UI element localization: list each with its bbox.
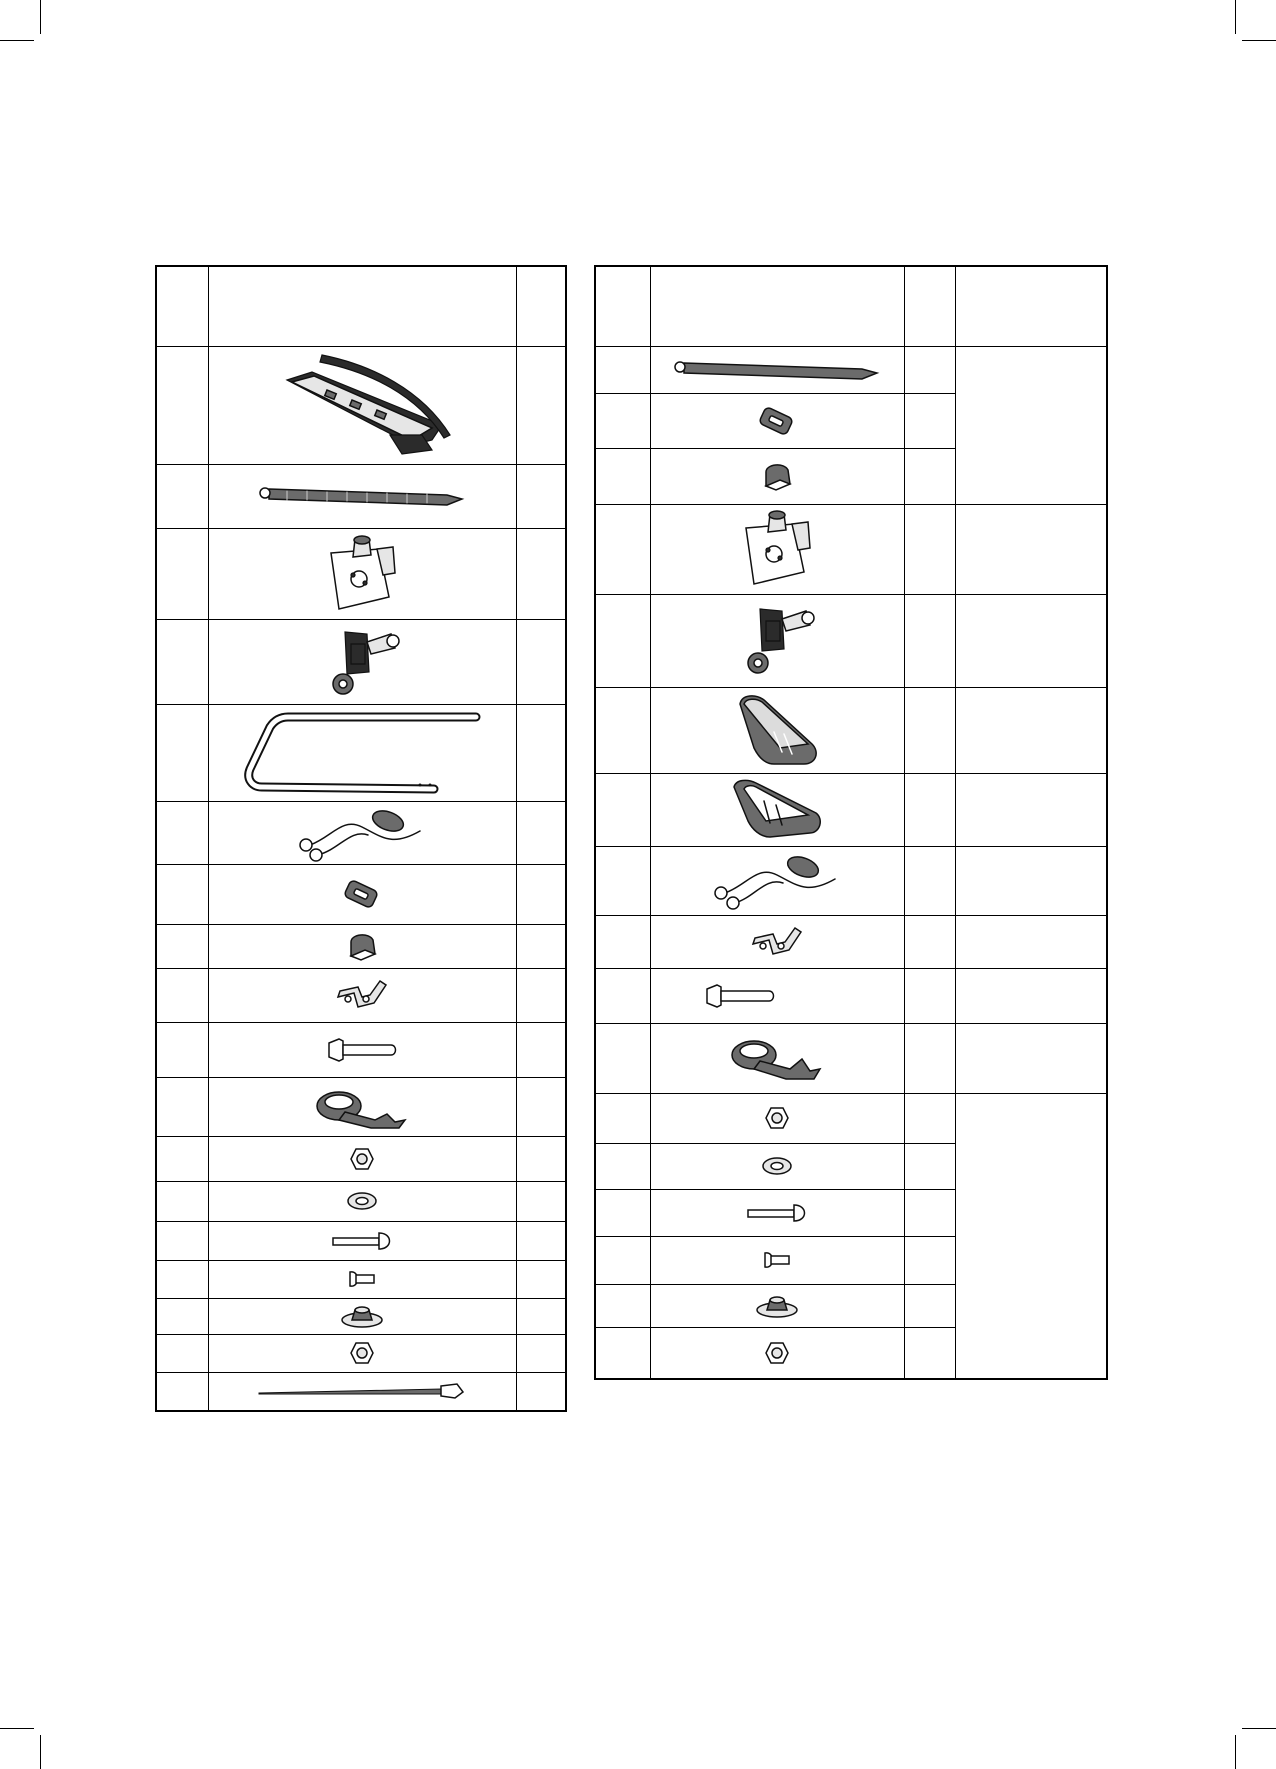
row-number: [595, 393, 650, 448]
row-quantity: [904, 448, 955, 504]
crop-mark: [0, 40, 34, 41]
pad-icon: [315, 1084, 409, 1130]
cable-icon: [707, 853, 847, 909]
row-number: [595, 1189, 650, 1236]
clip-icon: [749, 924, 805, 960]
crop-mark: [1235, 1735, 1236, 1769]
row-note: [955, 915, 1107, 968]
table-row: [156, 1077, 566, 1136]
wheel-holder-icon: [272, 350, 452, 460]
row-number: [156, 1077, 208, 1136]
cap-washer-icon: [339, 1304, 385, 1328]
parts-table-left: [155, 265, 567, 1412]
row-number: [156, 1181, 208, 1221]
table-row: [156, 1221, 566, 1260]
row-quantity: [904, 1284, 955, 1327]
table-row: [156, 528, 566, 619]
row-note: [955, 346, 1107, 504]
bolt-icon: [703, 983, 777, 1009]
row-number: [156, 924, 208, 968]
row-quantity: [904, 1236, 955, 1284]
row-quantity: [516, 1372, 566, 1411]
crop-mark: [1242, 1728, 1276, 1729]
table-row: [595, 846, 1107, 915]
parts-table-right: [594, 265, 1108, 1380]
row-quantity: [904, 393, 955, 448]
row-note: [955, 1023, 1107, 1093]
row-quantity: [904, 915, 955, 968]
row-quantity: [904, 1189, 955, 1236]
end-cap-icon: [760, 460, 794, 492]
row-quantity: [904, 346, 955, 393]
shoe-cover-icon: [734, 692, 820, 768]
row-number: [595, 915, 650, 968]
strap-icon: [672, 358, 882, 382]
table-row: [156, 968, 566, 1022]
nut-icon: [350, 1340, 374, 1366]
row-quantity: [516, 1221, 566, 1260]
row-quantity: [904, 1093, 955, 1143]
row-number: [595, 1023, 650, 1093]
shoe-cover-open-icon: [730, 779, 824, 841]
row-number: [595, 846, 650, 915]
row-quantity: [516, 619, 566, 704]
row-number: [595, 1093, 650, 1143]
row-quantity: [904, 773, 955, 846]
row-note: [955, 1093, 1107, 1379]
row-number: [595, 968, 650, 1023]
table-row: [156, 619, 566, 704]
row-number: [156, 1136, 208, 1181]
row-number: [156, 1221, 208, 1260]
table-row: [156, 864, 566, 924]
row-number: [595, 504, 650, 594]
row-number: [156, 1334, 208, 1372]
table-row: [156, 1260, 566, 1298]
row-number: [156, 619, 208, 704]
table-row: [595, 773, 1107, 846]
cable-icon: [292, 807, 432, 859]
nut-icon: [765, 1106, 789, 1130]
row-quantity: [904, 1023, 955, 1093]
crop-mark: [1235, 0, 1236, 34]
row-quantity: [516, 528, 566, 619]
bent-tube-icon: [244, 709, 480, 797]
cap-washer-icon: [754, 1294, 800, 1318]
row-quantity: [516, 464, 566, 528]
carriage-bolt-icon: [744, 1201, 810, 1225]
plate-mount-icon: [327, 535, 397, 613]
table-row: [156, 1334, 566, 1372]
strap-icon: [257, 483, 467, 509]
row-quantity: [516, 1334, 566, 1372]
pad-icon: [730, 1033, 824, 1083]
row-number: [595, 594, 650, 687]
row-quantity: [516, 968, 566, 1022]
table-row: [156, 924, 566, 968]
bolt-icon: [325, 1037, 399, 1063]
row-number: [595, 346, 650, 393]
row-quantity: [904, 968, 955, 1023]
table-row: [156, 1136, 566, 1181]
crop-mark: [1242, 40, 1276, 41]
table-header-row: [156, 266, 566, 346]
washer-icon: [346, 1191, 378, 1211]
row-quantity: [516, 1260, 566, 1298]
row-quantity: [904, 846, 955, 915]
row-quantity: [516, 704, 566, 801]
row-quantity: [516, 1022, 566, 1077]
table-row: [595, 346, 1107, 393]
table-row: [595, 968, 1107, 1023]
table-row: [156, 1298, 566, 1334]
table-row: [156, 1022, 566, 1077]
table-header-row: [595, 266, 1107, 346]
row-number: [156, 1260, 208, 1298]
crop-mark: [40, 0, 41, 34]
row-quantity: [904, 1143, 955, 1189]
table-row: [595, 687, 1107, 773]
table-row: [156, 464, 566, 528]
row-quantity: [904, 687, 955, 773]
table-row: [156, 1181, 566, 1221]
row-number: [156, 346, 208, 464]
plate-mount-icon: [742, 510, 812, 588]
row-quantity: [516, 924, 566, 968]
row-quantity: [516, 1136, 566, 1181]
buckle-icon: [342, 879, 382, 909]
end-cap-icon: [345, 930, 379, 962]
header-part: [650, 266, 904, 346]
table-row: [595, 504, 1107, 594]
row-number: [595, 1143, 650, 1189]
nut-icon: [350, 1147, 374, 1171]
table-row: [595, 1093, 1107, 1143]
row-quantity: [516, 801, 566, 864]
header-note: [955, 266, 1107, 346]
header-quantity: [904, 266, 955, 346]
clip-icon: [334, 977, 390, 1013]
row-number: [595, 687, 650, 773]
header-number: [595, 266, 650, 346]
frame-clamp-icon: [740, 599, 814, 683]
table-row: [595, 594, 1107, 687]
row-quantity: [904, 594, 955, 687]
row-note: [955, 968, 1107, 1023]
table-row: [156, 801, 566, 864]
row-quantity: [516, 1077, 566, 1136]
row-number: [156, 1298, 208, 1334]
table-row: [156, 1372, 566, 1411]
row-number: [595, 1236, 650, 1284]
row-quantity: [516, 1181, 566, 1221]
row-note: [955, 594, 1107, 687]
frame-clamp-icon: [325, 624, 399, 700]
nut-icon: [765, 1340, 789, 1366]
crop-mark: [0, 1728, 34, 1729]
header-part: [208, 266, 516, 346]
row-number: [595, 1327, 650, 1379]
row-quantity: [516, 864, 566, 924]
row-number: [156, 464, 208, 528]
row-quantity: [904, 504, 955, 594]
table-row: [595, 915, 1107, 968]
row-number: [595, 448, 650, 504]
row-number: [156, 801, 208, 864]
carriage-bolt-icon: [329, 1229, 395, 1253]
row-quantity: [516, 1298, 566, 1334]
row-quantity: [904, 1327, 955, 1379]
row-quantity: [516, 346, 566, 464]
row-number: [156, 704, 208, 801]
row-note: [955, 846, 1107, 915]
table-row: [156, 346, 566, 464]
row-number: [156, 1372, 208, 1411]
row-number: [595, 1284, 650, 1327]
row-number: [156, 528, 208, 619]
short-screw-icon: [761, 1249, 793, 1271]
washer-icon: [761, 1156, 793, 1176]
table-row: [595, 1023, 1107, 1093]
row-note: [955, 687, 1107, 773]
row-number: [156, 864, 208, 924]
cable-tie-icon: [257, 1382, 467, 1400]
row-note: [955, 504, 1107, 594]
header-number: [156, 266, 208, 346]
short-screw-icon: [346, 1268, 378, 1290]
header-quantity: [516, 266, 566, 346]
crop-mark: [40, 1735, 41, 1769]
row-note: [955, 773, 1107, 846]
row-number: [156, 968, 208, 1022]
row-number: [595, 773, 650, 846]
buckle-icon: [757, 406, 797, 436]
row-number: [156, 1022, 208, 1077]
table-row: [156, 704, 566, 801]
